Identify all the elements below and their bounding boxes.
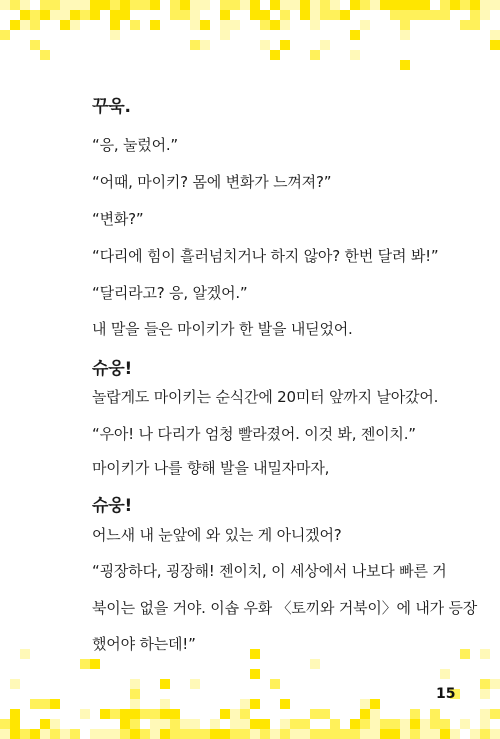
pixel-tile (130, 0, 140, 10)
pixel-tile (420, 719, 430, 729)
pixel-tile (480, 689, 490, 699)
pixel-tile (440, 0, 450, 10)
pixel-tile (30, 20, 40, 30)
pixel-tile (400, 719, 410, 729)
pixel-tile (0, 30, 10, 40)
pixel-tile (10, 20, 20, 30)
pixel-tile (260, 10, 270, 20)
pixel-tile (160, 679, 170, 689)
pixel-tile (190, 0, 200, 10)
pixel-tile (130, 719, 140, 729)
pixel-tile (190, 679, 200, 689)
pixel-tile (50, 729, 60, 739)
pixel-tile (430, 729, 440, 739)
pixel-tile (490, 30, 500, 40)
pixel-tile (380, 719, 390, 729)
pixel-tile (280, 0, 290, 10)
pixel-tile (310, 0, 320, 10)
pixel-tile (360, 699, 370, 709)
pixel-tile (10, 729, 20, 739)
pixel-tile (400, 60, 410, 70)
pixel-tile (80, 10, 90, 20)
pixel-tile (80, 709, 90, 719)
pixel-tile (410, 0, 420, 10)
pixel-tile (40, 699, 50, 709)
pixel-tile (360, 709, 370, 719)
pixel-tile (120, 719, 130, 729)
pixel-tile (220, 20, 230, 30)
pixel-tile (110, 20, 120, 30)
pixel-tile (90, 10, 100, 20)
pixel-tile (110, 10, 120, 20)
pixel-tile (440, 669, 450, 679)
pixel-tile (430, 709, 440, 719)
pixel-tile (250, 729, 260, 739)
pixel-tile (310, 10, 320, 20)
pixel-tile (250, 719, 260, 729)
pixel-tile (240, 709, 250, 719)
pixel-tile (320, 10, 330, 20)
pixel-tile (180, 10, 190, 20)
page-number: 15 (436, 686, 456, 702)
pixel-tile (250, 669, 260, 679)
pixel-tile (420, 10, 430, 20)
pixel-tile (200, 729, 210, 739)
pixel-tile (20, 729, 30, 739)
pixel-tile (170, 719, 180, 729)
pixel-tile (400, 729, 410, 739)
pixel-tile (440, 10, 450, 20)
pixel-tile (190, 20, 200, 30)
dialogue-line: 했어야 하는데!” (92, 635, 196, 653)
pixel-tile (410, 10, 420, 20)
pixel-tile (40, 10, 50, 20)
pixel-tile (170, 709, 180, 719)
pixel-tile (280, 10, 290, 20)
pixel-tile (120, 709, 130, 719)
pixel-tile (160, 729, 170, 739)
pixel-tile (480, 0, 490, 10)
pixel-tile (350, 729, 360, 739)
pixel-tile (420, 729, 430, 739)
pixel-tile (490, 709, 500, 719)
pixel-tile (260, 719, 270, 729)
pixel-tile (10, 679, 20, 689)
pixel-tile (490, 0, 500, 10)
pixel-tile (40, 719, 50, 729)
pixel-tile (160, 699, 170, 709)
pixel-tile (470, 0, 480, 10)
pixel-tile (60, 0, 70, 10)
pixel-tile (270, 0, 280, 10)
pixel-tile (320, 709, 330, 719)
pixel-tile (70, 20, 80, 30)
pixel-tile (90, 659, 100, 669)
pixel-tile (240, 0, 250, 10)
pixel-tile (80, 659, 90, 669)
pixel-tile (100, 709, 110, 719)
pixel-tile (300, 729, 310, 739)
pixel-tile (20, 0, 30, 10)
pixel-tile (350, 0, 360, 10)
pixel-tile (110, 709, 120, 719)
pixel-tile (140, 0, 150, 10)
pixel-tile (140, 729, 150, 739)
pixel-tile (390, 729, 400, 739)
pixel-tile (210, 719, 220, 729)
sound-effect-line: 꾸욱. (92, 97, 131, 117)
pixel-tile (40, 50, 50, 60)
pixel-tile (310, 709, 320, 719)
pixel-tile (470, 729, 480, 739)
pixel-tile (280, 20, 290, 30)
pixel-tile (60, 729, 70, 739)
pixel-tile (310, 729, 320, 739)
pixel-tile (370, 719, 380, 729)
pixel-tile (380, 729, 390, 739)
pixel-tile (280, 719, 290, 729)
dialogue-line: “달리라고? 응, 알겠어.” (92, 284, 248, 302)
pixel-tile (370, 0, 380, 10)
pixel-tile (400, 20, 410, 30)
dialogue-line: “응, 눌렀어.” (92, 136, 179, 154)
pixel-tile (50, 0, 60, 10)
pixel-tile (300, 719, 310, 729)
pixel-tile (70, 10, 80, 20)
pixel-tile (480, 649, 490, 659)
pixel-tile (20, 20, 30, 30)
pixel-tile (20, 649, 30, 659)
pixel-tile (300, 0, 310, 10)
narration-line: 내 말을 들은 마이키가 한 발을 내딛었어. (92, 320, 353, 338)
pixel-tile (250, 699, 260, 709)
dialogue-line: “우아! 나 다리가 엄청 빨라졌어. 이것 봐, 젠이치.” (92, 425, 416, 443)
pixel-tile (370, 699, 380, 709)
pixel-tile (440, 729, 450, 739)
pixel-tile (480, 679, 490, 689)
pixel-tile (200, 40, 210, 50)
pixel-tile (410, 719, 420, 729)
pixel-tile (70, 0, 80, 10)
pixel-tile (40, 0, 50, 10)
pixel-tile (260, 40, 270, 50)
pixel-tile (350, 719, 360, 729)
pixel-tile (260, 20, 270, 30)
pixel-tile (270, 679, 280, 689)
pixel-tile (230, 709, 240, 719)
pixel-tile (400, 30, 410, 40)
pixel-tile (460, 20, 470, 30)
pixel-tile (40, 729, 50, 739)
pixel-tile (250, 10, 260, 20)
pixel-tile (300, 10, 310, 20)
pixel-tile (250, 649, 260, 659)
pixel-tile (240, 699, 250, 709)
pixel-tile (100, 0, 110, 10)
pixel-tile (170, 10, 180, 20)
pixel-tile (230, 729, 240, 739)
pixel-border-bottom (0, 639, 500, 739)
pixel-tile (130, 689, 140, 699)
pixel-tile (340, 10, 350, 20)
pixel-tile (220, 30, 230, 40)
pixel-tile (400, 10, 410, 20)
pixel-tile (70, 729, 80, 739)
dialogue-line: “변화?” (92, 210, 144, 228)
pixel-tile (220, 709, 230, 719)
pixel-tile (120, 0, 130, 10)
pixel-tile (480, 729, 490, 739)
pixel-tile (200, 0, 210, 10)
pixel-tile (190, 40, 200, 50)
pixel-tile (260, 729, 270, 739)
pixel-tile (230, 0, 240, 10)
pixel-tile (320, 40, 330, 50)
pixel-tile (200, 20, 210, 30)
pixel-tile (160, 709, 170, 719)
dialogue-line: “굉장하다, 굉장해! 젠이치, 이 세상에서 나보다 빠른 거 (92, 562, 447, 580)
pixel-tile (480, 719, 490, 729)
dialogue-line: “다리에 힘이 흘러넘치거나 하지 않아? 한번 달려 봐!” (92, 247, 439, 265)
pixel-tile (320, 729, 330, 739)
pixel-tile (150, 709, 160, 719)
pixel-tile (10, 0, 20, 10)
pixel-tile (280, 699, 290, 709)
pixel-tile (250, 0, 260, 10)
pixel-tile (30, 10, 40, 20)
pixel-tile (310, 50, 320, 60)
pixel-tile (130, 699, 140, 709)
pixel-tile (220, 0, 230, 10)
pixel-tile (460, 0, 470, 10)
pixel-tile (460, 719, 470, 729)
pixel-tile (330, 729, 340, 739)
pixel-tile (330, 0, 340, 10)
pixel-tile (50, 10, 60, 20)
pixel-tile (440, 719, 450, 729)
pixel-tile (110, 0, 120, 10)
pixel-tile (280, 729, 290, 739)
pixel-tile (380, 0, 390, 10)
dialogue-line: 북이는 없을 거야. 이솝 우화 〈토끼와 거북이〉에 내가 등장 (92, 599, 478, 617)
pixel-tile (130, 729, 140, 739)
sound-effect-line: 슈웅! (92, 359, 132, 379)
pixel-tile (180, 719, 190, 729)
pixel-tile (170, 729, 180, 739)
pixel-tile (120, 10, 130, 20)
dialogue-line: “어때, 마이키? 몸에 변화가 느껴져?” (92, 173, 332, 191)
pixel-tile (190, 729, 200, 739)
pixel-tile (120, 729, 130, 739)
pixel-tile (360, 20, 370, 30)
sound-effect-line: 슈웅! (92, 496, 132, 516)
pixel-tile (170, 0, 180, 10)
pixel-tile (290, 719, 300, 729)
pixel-tile (240, 719, 250, 729)
pixel-tile (10, 719, 20, 729)
pixel-tile (180, 0, 190, 10)
pixel-tile (340, 729, 350, 739)
pixel-tile (490, 40, 500, 50)
pixel-tile (450, 729, 460, 739)
pixel-tile (270, 50, 280, 60)
pixel-tile (280, 40, 290, 50)
pixel-tile (60, 20, 70, 30)
pixel-tile (400, 0, 410, 10)
pixel-tile (330, 719, 340, 729)
pixel-tile (370, 729, 380, 739)
pixel-tile (370, 709, 380, 719)
pixel-tile (310, 20, 320, 30)
pixel-tile (130, 20, 140, 30)
pixel-tile (270, 20, 280, 30)
pixel-tile (270, 729, 280, 739)
pixel-tile (320, 0, 330, 10)
narration-line: 어느새 내 눈앞에 와 있는 게 아니겠어? (92, 526, 342, 544)
pixel-tile (150, 729, 160, 739)
pixel-tile (490, 679, 500, 689)
pixel-tile (60, 10, 70, 20)
pixel-tile (230, 719, 240, 729)
pixel-tile (130, 709, 140, 719)
narration-line: 놀랍게도 마이키는 순식간에 20미터 앞까지 날아갔어. (92, 388, 439, 406)
pixel-border-top (0, 0, 500, 80)
pixel-tile (450, 0, 460, 10)
pixel-tile (350, 50, 360, 60)
pixel-tile (350, 30, 360, 40)
pixel-tile (470, 20, 480, 30)
pixel-tile (50, 719, 60, 729)
pixel-tile (150, 0, 160, 10)
pixel-tile (160, 719, 170, 729)
pixel-tile (0, 729, 10, 739)
pixel-tile (150, 719, 160, 729)
pixel-tile (480, 709, 490, 719)
pixel-tile (30, 40, 40, 50)
pixel-tile (180, 729, 190, 739)
pixel-tile (30, 699, 40, 709)
pixel-tile (420, 0, 430, 10)
pixel-tile (390, 10, 400, 20)
pixel-tile (190, 10, 200, 20)
pixel-tile (410, 729, 420, 739)
pixel-tile (310, 659, 320, 669)
pixel-tile (100, 729, 110, 739)
pixel-tile (150, 20, 160, 30)
pixel-tile (220, 10, 230, 20)
pixel-tile (140, 709, 150, 719)
pixel-tile (130, 679, 140, 689)
pixel-tile (230, 20, 240, 30)
pixel-tile (190, 719, 200, 729)
pixel-tile (360, 0, 370, 10)
pixel-tile (290, 729, 300, 739)
pixel-tile (290, 0, 300, 10)
pixel-tile (390, 0, 400, 10)
narration-line: 마이키가 나를 향해 발을 내밀자마자, (92, 459, 330, 477)
pixel-tile (220, 729, 230, 739)
pixel-tile (80, 0, 90, 10)
pixel-tile (470, 10, 480, 20)
pixel-tile (110, 729, 120, 739)
pixel-tile (90, 0, 100, 10)
pixel-tile (90, 729, 100, 739)
pixel-tile (210, 729, 220, 739)
pixel-tile (410, 709, 420, 719)
pixel-tile (0, 0, 10, 10)
pixel-tile (430, 10, 440, 20)
pixel-tile (0, 719, 10, 729)
pixel-tile (390, 719, 400, 729)
pixel-tile (360, 719, 370, 729)
pixel-tile (240, 729, 250, 739)
pixel-tile (490, 729, 500, 739)
pixel-tile (480, 10, 490, 20)
pixel-tile (20, 10, 30, 20)
pixel-tile (30, 729, 40, 739)
pixel-tile (110, 30, 120, 40)
pixel-tile (50, 699, 60, 709)
pixel-tile (330, 10, 340, 20)
pixel-tile (360, 729, 370, 739)
pixel-tile (10, 709, 20, 719)
pixel-tile (460, 649, 470, 659)
pixel-tile (430, 719, 440, 729)
